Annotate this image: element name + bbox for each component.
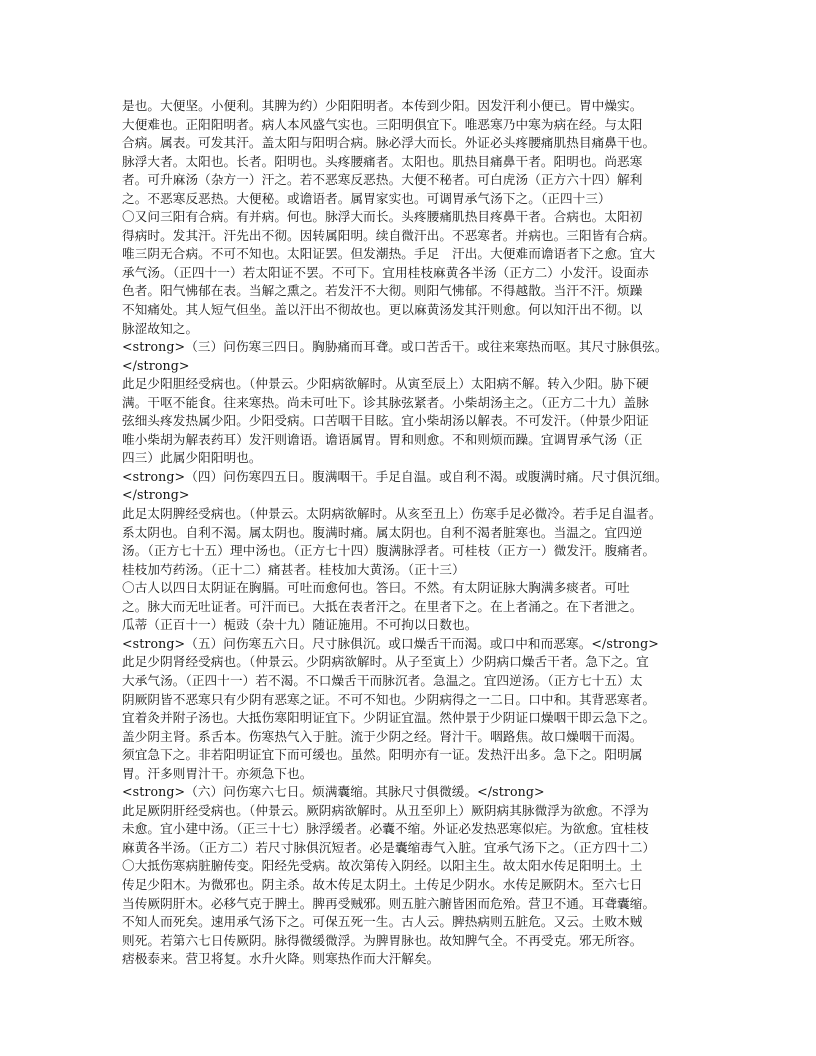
text-line: 〇大抵伤寒病脏腑传变。阳经先受病。故次第传入阴经。以阳主生。故太阳水传足阳明土。土: [122, 858, 643, 874]
text-line: 未愈。宜小建中汤。（正三十七）脉浮缓者。必囊不缩。外证必发热恶寒似疟。为欲愈。宜桂枝: [122, 821, 649, 837]
text-line: 唯小柴胡为解表药耳）发汗则谵语。谵语属胃。胃和则愈。不和则烦而躁。宜调胃承气汤（正: [122, 431, 643, 447]
text-line: 此足太阴脾经受病也。（仲景云。太阴病欲解时。从亥至丑上）伤寒手足必微冷。若手足自温者。: [122, 506, 662, 522]
text-line: 之。脉大而无吐证者。可汗而已。大抵在表者汗之。在里者下之。在上者涌之。在下者泄之。: [122, 598, 643, 614]
text-line: 宜着灸并附子汤也。大抵伤寒阳明证宜下。少阴证宜温。然仲景于少阴证口燥咽干即云急下之。: [122, 710, 656, 726]
text-line: 不知人而死矣。速用承气汤下之。可保五死一生。古人云。脾热病则五脏危。又云。土败木贼: [122, 914, 643, 930]
text-line: 桂枝加芍药汤。（正十二）痛甚者。桂枝加大黄汤。（正十三）: [122, 561, 465, 577]
text-line: 系太阴也。自利不渴。属太阴也。腹满时痛。属太阴也。自利不渴者脏寒也。当温之。宜四逆: [122, 524, 643, 540]
text-line: <strong>（四）问伤寒四五日。腹满咽干。手足自温。或自利不渴。或腹满时痛。尺寸俱沉细。: [122, 468, 668, 484]
text-line: 之。不恶寒反恶热。大便秘。或谵语者。属胃家实也。可调胃承气汤下之。（正四十三）: [122, 190, 611, 206]
text-line: 则死。若第六七日传厥阴。脉得微缓微浮。为脾胃脉也。故知脾气全。不再受克。邪无所容。: [122, 932, 643, 948]
text-line: 瓜蒂（正百十一）栀豉（杂十九）随证施用。不可拘以日数也。: [122, 617, 478, 633]
text-line: 四三）此属少阳阳明也。: [122, 450, 262, 466]
text-line: </strong>: [122, 357, 190, 373]
text-line: 承气汤。（正四十一）若太阳证不罢。不可下。宜用桂枝麻黄各半汤（正方二）小发汗。设面赤: [122, 264, 649, 280]
text-line: 传足少阳木。为微邪也。阴主杀。故木传足太阴土。土传足少阴水。水传足厥阴木。至六七日: [122, 876, 643, 892]
text-line: 麻黄各半汤。（正方二）若尺寸脉俱沉短者。必是囊缩毒气入脏。宜承气汤下之。（正方四十二）: [122, 839, 656, 855]
text-line: 得病时。发其汗。汗先出不彻。因转属阳明。续自微汗出。不恶寒者。并病也。三阳皆有合病。: [122, 227, 656, 243]
text-line: 弦细头疼发热属少阳。少阳受病。口苦咽干目眩。宜小柴胡汤以解表。不可发汗。（仲景少阳证: [122, 413, 649, 429]
text-line: 大承气汤。（正四十一）若不渴。不口燥舌干而脉沉者。急温之。宜四逆汤。（正方七十五）太: [122, 672, 643, 688]
text-line: 色者。阳气怫郁在表。当解之熏之。若发汗不大彻。则阳气怫郁。不得越散。当汗不汗。烦躁: [122, 283, 643, 299]
text-line: 〇又问三阳有合病。有并病。何也。脉浮大而长。头疼腰痛肌热目疼鼻干者。合病也。太阳初: [122, 209, 643, 225]
text-line: 汤。（正方七十五）理中汤也。（正方七十四）腹满脉浮者。可桂枝（正方一）微发汗。腹痛者。: [122, 543, 656, 559]
text-line: 大便难也。正阳阳明者。病人本风盛气实也。三阳明俱宜下。唯恶寒乃中寒为病在经。与太阳: [122, 116, 643, 132]
text-line: 满。干呕不能食。往来寒热。尚未可吐下。诊其脉弦紧者。小柴胡汤主之。（正方二十九）盖脉: [122, 394, 649, 410]
text-line: 此足少阴肾经受病也。（仲景云。少阴病欲解时。从子至寅上）少阴病口燥舌干者。急下之。宜: [122, 654, 649, 670]
text-line: 当传厥阴肝木。必移气克于脾土。脾再受贼邪。则五脏六腑皆困而危殆。营卫不通。耳聋囊缩。: [122, 895, 656, 911]
text-line: 脉涩故知之。: [122, 320, 199, 336]
text-line: <strong>（六）问伤寒六七日。烦满囊缩。其脉尺寸俱微缓。</strong>: [122, 784, 545, 800]
text-line: 须宜急下之。非若阳明证宜下而可缓也。虽然。阳明亦有一证。发热汗出多。急下之。阳明属: [122, 747, 643, 763]
text-line: 胃。汗多则胃汁干。亦须急下也。: [122, 765, 313, 781]
text-line: 者。可升麻汤（杂方一）汗之。若不恶寒反恶热。大便不秘者。可白虎汤（正方六十四）解利: [122, 172, 643, 188]
text-line: 是也。大便坚。小便利。其脾为约）少阳阳明者。本传到少阳。因发汗利小便已。胃中燥实。: [122, 98, 643, 113]
text-line: 阴厥阴皆不恶寒只有少阴有恶寒之证。不可不知也。少阴病得之一二日。口中和。其背恶寒者。: [122, 691, 656, 707]
text-line: 盖少阴主肾。系舌本。伤寒热气入于脏。流于少阴之经。肾汁干。咽路焦。故口燥咽干而渴。: [122, 728, 643, 744]
text-line: 脉浮大者。太阳也。长者。阳明也。头疼腰痛者。太阳也。肌热目痛鼻干者。阳明也。尚恶寒: [122, 153, 643, 169]
text-line: <strong>（五）问伤寒五六日。尺寸脉俱沉。或口燥舌干而渴。或口中和而恶寒。</strong>: [122, 635, 659, 651]
text-line: 合病。属表。可发其汗。盖太阳与阳明合病。脉必浮大而长。外证必头疼腰痛肌热目痛鼻干也。: [122, 135, 656, 151]
text-line: 唯三阴无合病。不可不知也。太阳证罢。但发潮热。手足 汗出。大便难而谵语者下之愈。宜大: [122, 246, 656, 262]
text-line: 〇古人以四日太阴证在胸膈。可吐而愈何也。答曰。不然。有太阴证脉大胸满多痰者。可吐: [122, 580, 630, 596]
text-line: 此足厥阴肝经受病也。（仲景云。厥阴病欲解时。从丑至卯上）厥阴病其脉微浮为欲愈。不浮为: [122, 802, 649, 818]
text-line: 不知痛处。其人短气但坐。盖以汗出不彻故也。更以麻黄汤发其汗则愈。何以知汗出不彻。以: [122, 302, 643, 318]
document-text: [122, 97, 700, 969]
text-line: 痞极泰来。营卫将复。水升火降。则寒热作而大汗解矣。: [122, 951, 440, 967]
text-line: <strong>（三）问伤寒三四日。胸胁痛而耳聋。或口苦舌干。或往来寒热而呕。其尺寸脉俱弦。: [122, 339, 668, 355]
text-line: </strong>: [122, 487, 190, 503]
text-line: 此足少阳胆经受病也。（仲景云。少阳病欲解时。从寅至辰上）太阳病不解。转入少阳。胁下硬: [122, 376, 649, 392]
